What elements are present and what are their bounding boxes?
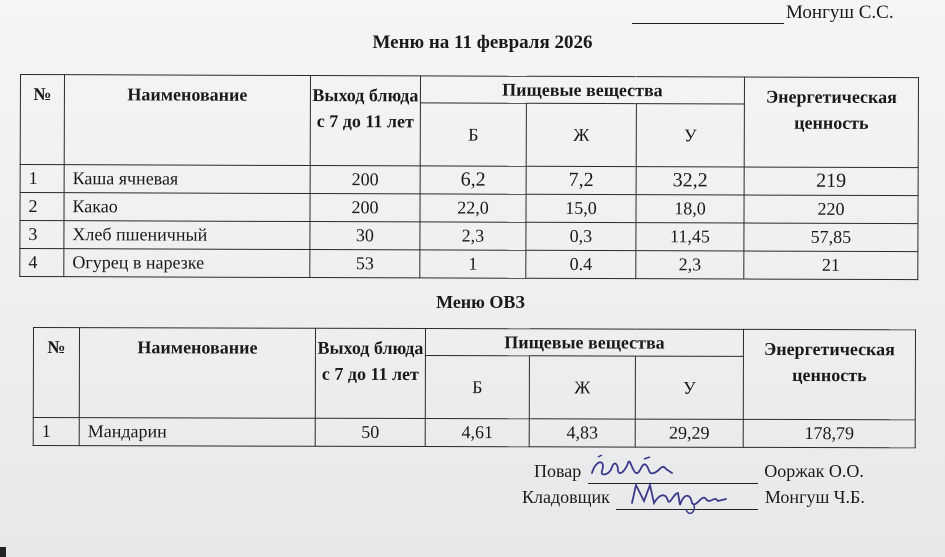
ovz-cell-name: Мандарин <box>79 418 315 447</box>
header-energy: Энергетическая ценность <box>744 77 918 168</box>
header-zh: Ж <box>526 103 636 166</box>
menu-ovz-table-body <box>33 418 915 448</box>
ovz-cell-zh: 4,83 <box>529 419 635 447</box>
ovz-cell-u: 29,29 <box>635 419 743 447</box>
storekeeper-role: Кладовщик <box>522 487 610 507</box>
menu-cell-energy: 21 <box>744 251 918 280</box>
storekeeper-name: Монгуш Ч.Б. <box>764 487 865 507</box>
storekeeper-signature-row <box>522 484 865 510</box>
menu-cell-name: Хлеб пшеничный <box>64 221 310 250</box>
menu-row <box>20 249 918 280</box>
menu-cell-output: 200 <box>310 194 420 222</box>
menu-cell-num: 2 <box>20 193 64 221</box>
menu-cell-b: 6,2 <box>420 166 526 194</box>
menu-cell-energy: 219 <box>744 167 918 196</box>
ovz-cell-energy: 178,79 <box>743 419 915 447</box>
ovz-header-u: У <box>635 356 743 419</box>
ovz-row <box>33 418 915 448</box>
approver-name: Монгуш С.С. <box>786 2 894 23</box>
menu-cell-energy: 220 <box>744 195 918 224</box>
menu-cell-name: Каша ячневая <box>64 165 310 194</box>
approver-signature-line <box>632 5 784 24</box>
header-nutrients: Пищевые вещества <box>420 76 744 104</box>
ovz-header-energy: Энергетическая ценность <box>743 329 915 419</box>
menu-cell-zh: 15,0 <box>526 194 636 222</box>
menu-cell-output: 53 <box>310 250 420 278</box>
menu-cell-name: Какао <box>64 193 310 222</box>
menu-ovz-title: Меню ОВЗ <box>436 292 525 312</box>
ovz-header-zh: Ж <box>529 356 635 419</box>
menu-cell-output: 30 <box>310 222 420 250</box>
menu-cell-energy: 57,85 <box>744 223 918 252</box>
menu-cell-u: 18,0 <box>636 195 744 223</box>
menu-cell-num: 1 <box>20 165 64 193</box>
header-b: Б <box>420 103 526 166</box>
page-title: Меню на 11 февраля 2026 <box>372 32 593 53</box>
corner-mark <box>0 547 6 557</box>
menu-ovz-table <box>33 327 916 448</box>
menu-cell-zh: 0,3 <box>526 222 636 250</box>
approver-signature <box>632 2 894 24</box>
menu-cell-u: 32,2 <box>636 167 744 195</box>
header-u: У <box>636 104 744 167</box>
menu-cell-name: Огурец в нарезке <box>64 249 310 278</box>
menu-cell-output: 200 <box>310 166 420 194</box>
menu-cell-u: 11,45 <box>636 223 744 251</box>
menu-row <box>20 193 918 224</box>
menu-cell-num: 3 <box>20 221 64 249</box>
menu-cell-b: 22,0 <box>420 194 526 222</box>
ovz-header-output: Выход блюда с 7 до 11 лет <box>315 328 425 418</box>
menu-row <box>20 165 918 196</box>
ovz-header-b: Б <box>425 356 529 419</box>
ovz-cell-output: 50 <box>315 418 425 446</box>
cook-name: Ооржак О.О. <box>764 461 864 481</box>
menu-row <box>20 221 918 252</box>
storekeeper-handwritten-signature <box>616 479 736 513</box>
ovz-header-nutrients: Пищевые вещества <box>425 329 743 357</box>
menu-cell-b: 2,3 <box>420 222 526 250</box>
menu-cell-num: 4 <box>20 249 64 277</box>
header-name: Наименование <box>64 75 310 166</box>
ovz-header-num: № <box>33 328 79 418</box>
cook-role: Повар <box>534 461 582 481</box>
menu-cell-b: 1 <box>420 250 526 278</box>
menu-cell-zh: 7,2 <box>526 166 636 194</box>
menu-cell-zh: 0.4 <box>526 250 636 278</box>
menu-table-body <box>20 165 918 280</box>
header-num: № <box>20 75 64 165</box>
ovz-header-name: Наименование <box>79 328 315 419</box>
storekeeper-signature <box>616 491 758 510</box>
menu-cell-u: 2,3 <box>636 251 744 279</box>
signatures <box>522 458 865 510</box>
header-output: Выход блюда с 7 до 11 лет <box>310 76 420 166</box>
ovz-cell-b: 4,61 <box>425 419 529 447</box>
ovz-cell-num: 1 <box>33 418 79 446</box>
menu-table <box>19 74 919 280</box>
